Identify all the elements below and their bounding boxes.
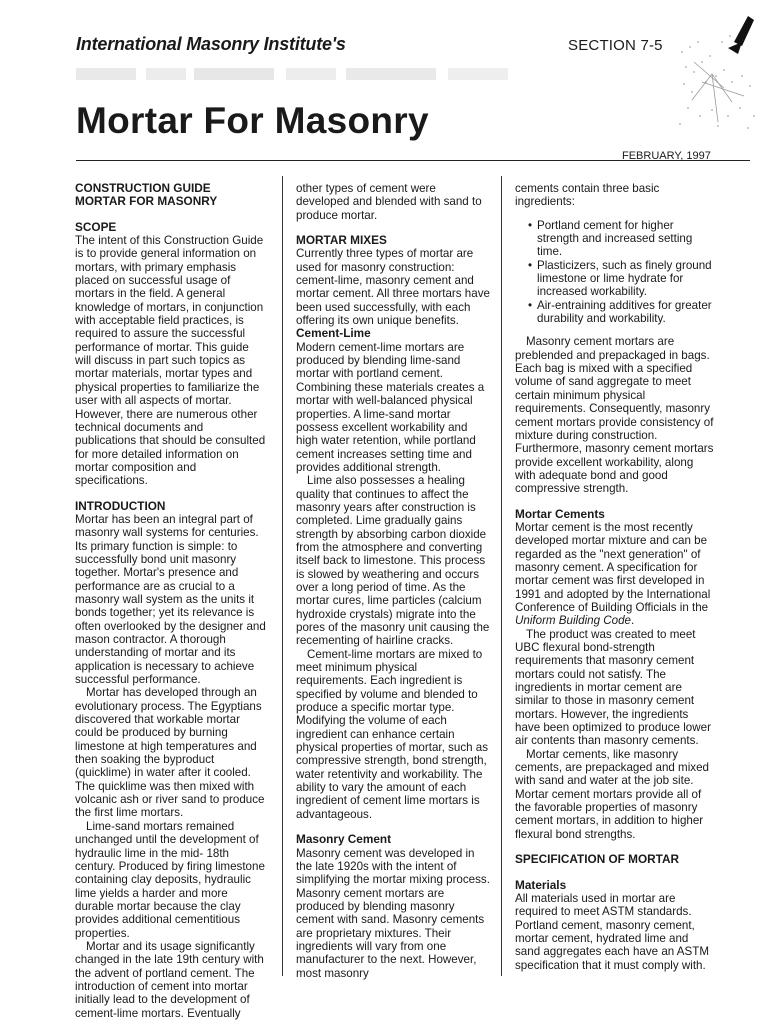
cement-lime-heading: Cement-Lime [296,326,371,341]
intro-paragraph-4: Mortar and its usage significantly changed in the late 19th century with the advent of portland cement. The introduction of cement into mortar initially lead to the development of cement-lime mortars. Eventually [75,939,264,1020]
intro-paragraph-1: Mortar has been an integral part of masonry wall systems for centuries. Its primary function is simple: to successfully bond unit masonry together. Mortar's presence and performance are as crucial to a masonry wall system as the units it bonds together; yet its relevance is often overlooked by the designer and mason contractor. A thorough understanding of mortar and its application is necessary to achieve successful performance. [75,512,266,687]
guide-heading-line-1: CONSTRUCTION GUIDE [75,181,211,195]
continued-paragraph: other types of cement were developed and blended with sand to produce mortar. [296,182,482,222]
column-2 [296,182,491,980]
institute-name: International Masonry Institute's [76,34,346,54]
list-item: • Air-entraining additives for greater durability and workability. [537,299,715,326]
mortar-cement-paragraph-3: Mortar cements, like masonry cements, are prepackaged and mixed with sand and water at the job site. Mortar cement mortars provide all of the favorable properties of masonry cement mortars, in addition to higher flexural bond strengths. [515,747,709,841]
ubc-title: Uniform Building Code [515,614,631,628]
mortar-mixes-paragraph: Currently three types of mortar are used for masonry construction: cement-lime, masonry cement and mortar cement. All three mortars have been used successfully, with each offering its own unique benefits. [296,247,490,328]
mortar-cement-text: Mortar cement is the most recently developed mortar mixture and can be regarded as the "next generation" of masonry cement. A specification for mortar cement was first developed in 1991 and adopted by the International Conference of Building Officials in the [515,520,711,614]
mortar-cements-heading: Mortar Cements [515,506,605,521]
materials-heading: Materials [515,877,567,892]
masonry-cement-paragraph-2: Masonry cement mortars are preblended and prepackaged in bags. Each bag is mixed with a specified volume of sand aggregate to meet certain minimum physical requirements. Consequently, masonry cement mortars provide consistency of mixture during construction. Furthermore, masonry cement mortars provide excellent workability, along with adequate bond and good compressive strength. [515,335,714,496]
column-divider-1 [282,176,283,976]
list-item: • Portland cement for higher strength and increased setting time. [537,219,715,259]
column-3 [515,182,715,972]
intro-paragraph-3: Lime-sand mortars remained unchanged until the development of hydraulic lime in the mid- 18th century. Produced by firing limestone containing clay deposits, hydraulic lime yields a harder and more durable mortar because the clay provides additional cementitious properties. [75,819,265,940]
guide-heading-line-2: MORTAR FOR MASONRY [75,194,218,209]
mortar-cement-paragraph-2: The product was created to meet UBC flexural bond-strength requirements that masonry cement mortars could not satisfy. The ingredients in mortar cement are similar to those in masonry cement mortars. However, the ingredients have been optimized to produce lower air contents than masonry cements. [515,627,711,748]
section-number: SECTION 7-5 [568,37,663,54]
cement-lime-paragraph-2: Lime also possesses a healing quality that continues to affect the masonry years after construction is completed. Lime gradually gains strength by absorbing carbon dioxide from the atmosphere and converting itself back to limestone. This process is slowed by weathering and occurs over a long period of time. As the mortar cures, lime particles (calcium hydroxide crystals) migrate into the pores of the masonry unit causing the recementing of hairline cracks. [296,474,490,648]
mortar-mixes-heading: MORTAR MIXES [296,233,387,248]
scope-heading: SCOPE [75,219,117,234]
ingredient-list [515,219,715,326]
faded-texture-icon [76,64,526,84]
publication-date: FEBRUARY, 1997 [622,150,711,162]
sentence-end: . [631,614,635,628]
institute-logo-icon [672,12,762,134]
document-title: Mortar For Masonry [76,100,429,141]
ingredients-intro: cements contain three basic ingredients: [515,182,660,209]
introduction-heading: INTRODUCTION [75,498,166,513]
masonry-cement-paragraph-1: Masonry cement was developed in the late 1920s with the intent of simplifying the mortar mixing process. Masonry cement mortars are produced by blending masonry cement with sand. Masonry cements are proprietary mixtures. Their ingredients will vary from one manufacturer to the next. However, most masonry [296,846,490,980]
faded-header-bleedthrough [76,64,526,84]
header-divider [76,160,750,161]
column-divider-2 [501,176,502,976]
scope-paragraph: The intent of this Construction Guide is to provide general information on mortars, with primary emphasis placed on successful usage of mortars in the field. A general knowledge of mortars, in conjunction with acceptable field practices, is required to assure the successful performance of mortar. This guide will discuss in part such topics as mortar materials, mortar types and physical properties to familiarize the user with all aspects of mortar. However, there are numerous other technical documents and publications that should be consulted for more detailed information on mortar composition and specifications. [75,234,266,488]
intro-paragraph-2: Mortar has developed through an evolutionary process. The Egyptians discovered that workable mortar could be produced by burning limestone at high temperatures and then soaking the byproduct (quicklime) in water after it cooled. The quicklime was then mixed with volcanic ash or river sand to produce the first lime mortars. [75,686,265,820]
materials-paragraph: All materials used in mortar are required to meet ASTM standards. Portland cement, masonry cement, mortar cement, hydrated lime and sand aggregates each have an ASTM specification that it must comply with. [515,891,710,972]
cement-lime-paragraph-3: Cement-lime mortars are mixed to meet minimum physical requirements. Each ingredient is specified by volume and blended to produce a specific mortar type. Modifying the volume of each ingredient can enhance certain physical properties of mortar, such as compressive strength, bond strength, water retentivity and workability. The ability to vary the amount of each ingredient of cement lime mortars is advantageous. [296,647,489,821]
column-1 [75,182,267,1020]
specification-heading: SPECIFICATION OF MORTAR [515,852,680,867]
masonry-cement-heading: Masonry Cement [296,832,392,847]
list-item: • Plasticizers, such as finely ground limestone or lime hydrate for increased workability. [537,259,715,299]
mortar-cement-paragraph-1 [515,521,715,628]
cement-lime-paragraph-1: Modern cement-lime mortars are produced by blending lime-sand mortar with portland cement. Combining these materials creates a mortar with well-balanced physical properties. A lime-sand mortar possess excellent workability and high water retention, while portland cement increases setting time and provides additional strength. [296,340,485,474]
